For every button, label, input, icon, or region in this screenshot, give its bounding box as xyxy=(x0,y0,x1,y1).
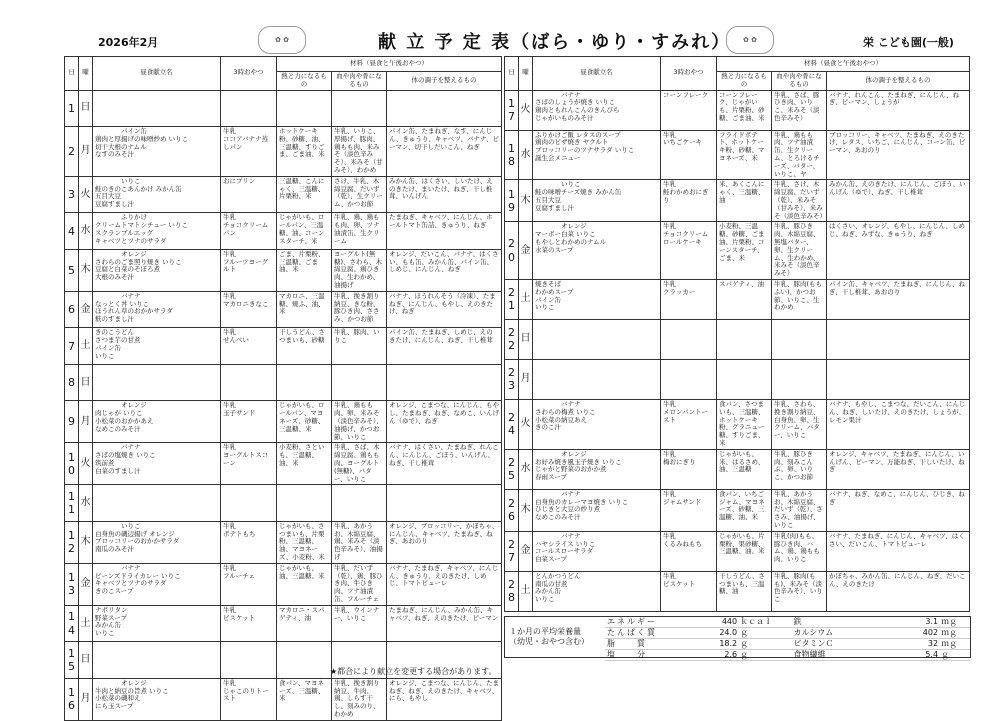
nutrition-row xyxy=(605,650,970,661)
ingredients-body: 牛乳、さば、豚ひき肉、いりこ、米みそ（淡色辛みそ） xyxy=(772,90,827,130)
ingredients-energy xyxy=(277,642,332,679)
menu-row xyxy=(65,176,502,213)
snack-menu: 牛乳 じゃこのりトースト xyxy=(221,678,277,720)
header xyxy=(48,26,968,56)
ingredients-energy: じゃがいも、さつまいも、片栗粉、三温糖、油、マヨネーズ、小麦粉、米 xyxy=(277,521,332,563)
ingredients-condition xyxy=(387,90,502,127)
nutrient-name: エネルギー xyxy=(607,617,657,626)
ingredients-energy: じゃがいも、片栗粉、果砂糖、三温糖、油、米 xyxy=(717,531,772,571)
lunch-menu: バナナ 白身魚のカレーマヨ焼き いりこ ひじきと大豆の炒り煮 なめこのみそ汁 xyxy=(533,489,661,531)
ingredients-body: 牛乳、ウインナー、いりこ xyxy=(332,605,387,642)
lunch-menu: バナナ さばの塩焼き いりこ 筑前煮 白菜のすまし汁 xyxy=(93,443,221,485)
col-header-ingredients: 材料（昼食と午後おやつ） xyxy=(277,57,502,72)
snack-menu: 牛乳 玉子サンド xyxy=(221,401,277,443)
snack-menu: おにプリン xyxy=(221,176,277,213)
lunch-menu: きのこうどん さつま芋の甘煮 パイン缶 いりこ xyxy=(93,328,221,365)
menu-row xyxy=(505,571,970,611)
col-header-lunch: 昼食献立名 xyxy=(93,57,221,91)
nutrient-unit: ｇ xyxy=(740,628,749,637)
menu-row xyxy=(65,90,502,127)
day-number: 20 xyxy=(505,222,519,280)
ingredients-body: 牛乳、さば、木綿豆腐、鶏もも肉、ヨーグルト(無糖)、バター、いりこ xyxy=(332,443,387,485)
menu-row xyxy=(505,279,970,319)
lunch-menu xyxy=(533,319,661,359)
snack-menu: 牛乳 鮭わかめおにぎり xyxy=(661,180,717,222)
day-of-week: 日 xyxy=(79,90,93,127)
ingredients-condition: オレンジ、だいこん、バナナ、はくさい、もも缶、みかん缶、パイン缶、しめじ、にんじん、ねぎ xyxy=(387,249,502,291)
col-header-day: 日 xyxy=(505,57,519,91)
col-header-green: 体の調子を整えるもの xyxy=(827,72,970,91)
col-header-snack: 3時おやつ xyxy=(661,57,717,91)
menu-row xyxy=(505,319,970,359)
change-note: ★都合により献立を変更する場合があります。 xyxy=(330,667,497,676)
nutrition-caption: １か月の平均栄養量 （幼児・おやつ含む） xyxy=(509,627,589,647)
day-of-week: 日 xyxy=(79,364,93,401)
nutrition-summary xyxy=(504,616,971,658)
col-header-snack: 3時おやつ xyxy=(221,57,277,91)
day-number: 4 xyxy=(65,213,79,250)
menu-row xyxy=(65,249,502,291)
day-number: 19 xyxy=(505,180,519,222)
snack-menu: 牛乳 ビスケット xyxy=(661,571,717,611)
snack-menu xyxy=(221,364,277,401)
ingredients-body xyxy=(332,364,387,401)
ingredients-energy xyxy=(277,90,332,127)
nutrient-name: 鉄 xyxy=(793,617,802,626)
snack-menu: 牛乳 ポテトもち xyxy=(221,521,277,563)
ingredients-condition xyxy=(387,485,502,522)
ingredients-energy: ごま、片栗粉、三温糖、ごま油、米 xyxy=(277,249,332,291)
nutrient-unit: ｇ xyxy=(941,650,950,659)
day-of-week: 日 xyxy=(519,319,533,359)
ingredients-body: 牛乳、あかうお、木綿豆腐、だいず（乾）、ささみ、油揚げ、いりこ xyxy=(772,489,827,531)
lunch-menu: バナナ さわらの梅煮 いりこ 小松菜の納豆あえ きのこ汁 xyxy=(533,399,661,449)
ingredients-condition: オレンジ、キャベツ、たまねぎ、にんじん、いんげん、ピーマン、万能ねぎ、干しいたけ、ねぎ xyxy=(827,449,970,489)
ingredients-condition: かぼちゃ、みかん缶、にんじん、ねぎ、だいこん、えのきたけ xyxy=(827,571,970,611)
col-header-dow: 曜 xyxy=(79,57,93,91)
snack-menu: コーンフレーク xyxy=(661,90,717,130)
ingredients-energy: じゃがいも、米、はるさめ、油、三温糖 xyxy=(717,449,772,489)
nutrition-row xyxy=(605,628,970,639)
ingredients-energy: 食パン、いちごジャム、マヨネーズ、砂糖、三温糖、油、米 xyxy=(717,489,772,531)
ingredients-energy: 食パン、マヨネーズ、三温糖、米 xyxy=(277,678,332,720)
day-number: 12 xyxy=(65,521,79,563)
lunch-menu xyxy=(533,359,661,399)
ingredients-condition: バナナ、たまねぎ、キャベツ、にんじん、きゅうり、えのきたけ、しめじ、トマトピューレ xyxy=(387,563,502,605)
col-header-dow: 曜 xyxy=(519,57,533,91)
ingredients-energy: スパゲティ、油 xyxy=(717,279,772,319)
nutrient-unit: ｇ xyxy=(740,639,749,648)
school-name: 栄 こども園(一般) xyxy=(863,36,954,49)
ingredients-energy: コーンフレーク、じゃがいも、片栗粉、砂糖、ごま油、米 xyxy=(717,90,772,130)
snack-menu: 牛乳 ヨーグルトスコーン xyxy=(221,443,277,485)
lunch-menu: バナナ ビーンズドライカレー いりこ キャベツとツナのサラダ きのこスープ xyxy=(93,563,221,605)
menu-row xyxy=(65,605,502,642)
ingredients-body: 牛乳、豚肉、いりこ xyxy=(332,328,387,365)
snack-menu: 牛乳 ビスケット xyxy=(221,605,277,642)
snack-menu xyxy=(661,319,717,359)
col-header-yellow: 血や肉や骨になるもの xyxy=(332,72,387,91)
day-number: 10 xyxy=(65,443,79,485)
snack-menu: 牛乳 くるみねもち xyxy=(661,531,717,571)
ingredients-condition xyxy=(387,364,502,401)
day-of-week: 水 xyxy=(519,130,533,180)
day-number: 1 xyxy=(65,90,79,127)
snack-menu: 牛乳 マカロニきなこ xyxy=(221,291,277,328)
day-of-week: 木 xyxy=(79,249,93,291)
day-of-week: 金 xyxy=(79,563,93,605)
nutrient-name: 脂 質 xyxy=(607,639,647,648)
menu-row xyxy=(65,485,502,522)
day-number: 6 xyxy=(65,291,79,328)
snack-menu: 牛乳 梅おにぎり xyxy=(661,449,717,489)
day-number: 15 xyxy=(65,642,79,679)
nutrient-value: 5.4 xyxy=(925,650,939,659)
day-of-week: 木 xyxy=(519,180,533,222)
menu-table-left xyxy=(64,56,502,721)
day-of-week: 金 xyxy=(79,291,93,328)
day-number: 25 xyxy=(505,449,519,489)
day-of-week: 水 xyxy=(79,213,93,250)
menu-row xyxy=(65,127,502,177)
nutrient-unit: ｇ xyxy=(740,650,749,659)
ingredients-condition: バナナ、たまねぎ、にんじん、キャベツ、はくさい、だいこん、トマトピューレ xyxy=(827,531,970,571)
nutrient-unit: ｍｇ xyxy=(941,617,958,626)
snack-menu xyxy=(661,359,717,399)
lunch-menu: とんかつうどん 南瓜の甘煮 みかん缶 いりこ xyxy=(533,571,661,611)
ingredients-energy: ホットケーキ粉、砂糖、油、三温糖、すりごま、ごま油、米 xyxy=(277,127,332,177)
day-of-week: 木 xyxy=(79,521,93,563)
day-number: 24 xyxy=(505,399,519,449)
day-of-week: 火 xyxy=(79,443,93,485)
lunch-menu: ナポリタン 野菜スープ みかん缶 いりこ xyxy=(93,605,221,642)
day-number: 23 xyxy=(505,359,519,399)
day-of-week: 火 xyxy=(519,399,533,449)
ingredients-energy: じゃがいも、油、三温糖、米 xyxy=(277,563,332,605)
ingredients-body xyxy=(772,319,827,359)
lunch-menu: いりこ 鮭の味噌チーズ焼き みかん缶 五目大豆 豆腐すまし汁 xyxy=(533,180,661,222)
snack-menu: 牛乳 チョコクリームパン xyxy=(221,213,277,250)
col-header-red: 熱と力になるもの xyxy=(277,72,332,91)
ingredients-condition: バナナ、ねぎ、なめこ、にんじん、ひじき、ねぎ xyxy=(827,489,970,531)
col-header-yellow: 血や肉や骨になるもの xyxy=(772,72,827,91)
day-of-week: 木 xyxy=(519,489,533,531)
ingredients-energy: 干しうどん、さつまいも、三温糖、油 xyxy=(717,571,772,611)
menu-table-right xyxy=(504,56,970,612)
nutrient-name: 塩 分 xyxy=(607,650,647,659)
ingredients-body: 牛乳、豚肉(もも)、米みそ（淡色辛みそ）、いりこ xyxy=(772,571,827,611)
menu-row xyxy=(505,222,970,280)
nutrient-name: カルシウム xyxy=(793,628,834,637)
ingredients-body: 牛乳、挽き割り納豆、きな粉、豚ひき肉、ささみ、かつお節 xyxy=(332,291,387,328)
lunch-menu xyxy=(93,90,221,127)
menu-row xyxy=(65,563,502,605)
ingredients-energy: 小麦粉、さといも、三温糖、油、米 xyxy=(277,443,332,485)
ingredients-body: 牛乳、豚肉(ももふい)、かつお節、いりこ、生わかめ xyxy=(772,279,827,319)
day-of-week: 月 xyxy=(519,359,533,399)
day-number: 28 xyxy=(505,571,519,611)
ingredients-condition xyxy=(827,359,970,399)
ingredients-energy: 食パン、さつまいも、三温糖、ホットケーキ粉、グラニュー糖、すりごま、米 xyxy=(717,399,772,449)
menu-row xyxy=(505,180,970,222)
snack-menu: 牛乳 ココアバナナ蒸しパン xyxy=(221,127,277,177)
ingredients-body: 牛乳、だいず（乾）、鶏、豚ひき肉、牛ひき肉、ツナ油漬缶、フルーチェ xyxy=(332,563,387,605)
lunch-menu: オレンジ お好み焼き風玉子焼き いりこ じゃがと野菜のおかか煮 春雨スープ xyxy=(533,449,661,489)
day-number: 22 xyxy=(505,319,519,359)
lunch-menu: オレンジ さわらのごま照り焼き いりこ 豆腐と白菜のそぼろ煮 大根のみそ汁 xyxy=(93,249,221,291)
day-of-week: 土 xyxy=(519,279,533,319)
ingredients-body: 牛乳、鶏もも肉、ツナ油漬缶、生クリーム、とろけるチーズ、バター、いりこ、ヤ xyxy=(772,130,827,180)
snack-menu: 牛乳 メロンパントースト xyxy=(661,399,717,449)
day-of-week: 金 xyxy=(519,531,533,571)
nutrient-name: ビタミンＣ xyxy=(793,639,834,648)
ingredients-energy: じゃがいも、ロールパン、三温糖、油、コーンスターチ、米 xyxy=(277,213,332,250)
ingredients-condition: バナナ、ほうれんそう（冷凍）、たまねぎ、にんじん、もやし、えのきたけ、ねぎ xyxy=(387,291,502,328)
ingredients-condition: はくさい、オレンジ、もやし、にんじん、しめじ、ねぎ、みずな、きゅうり、ねぎ xyxy=(827,222,970,280)
ingredients-energy xyxy=(717,359,772,399)
snack-menu: 牛乳 フルーチェ xyxy=(221,563,277,605)
menu-row xyxy=(505,449,970,489)
menu-row xyxy=(505,90,970,130)
day-number: 13 xyxy=(65,563,79,605)
snack-menu xyxy=(221,90,277,127)
lunch-menu: いりこ 白身魚の磯辺揚げ オレンジ ブロッコリーのおかかサラダ 南瓜のみそ汁 xyxy=(93,521,221,563)
lunch-menu: バナナ さばのしょうが焼き いりこ 鶏肉ともれんこんのきんぴら じゃがいものみそ汁 xyxy=(533,90,661,130)
day-of-week: 日 xyxy=(79,642,93,679)
menu-row xyxy=(65,401,502,443)
ingredients-condition: ブロッコリー、キャベツ、たまねぎ、えのきたけ、レタス、いちご、にんじん、コーン缶、ピーマン、あおのり xyxy=(827,130,970,180)
lunch-menu: バナナ なっとく丼 いりこ ほうれん草のおかかサラダ 麩のすまし汁 xyxy=(93,291,221,328)
day-number: 26 xyxy=(505,489,519,531)
lunch-menu xyxy=(93,642,221,679)
menu-row xyxy=(65,291,502,328)
snack-menu: 牛乳 フルーツヨーグルト xyxy=(221,249,277,291)
nutrient-value: 18.2 xyxy=(719,639,738,648)
col-header-red: 熱と力になるもの xyxy=(717,72,772,91)
snack-menu: 牛乳 クラッカー xyxy=(661,279,717,319)
ingredients-condition: たまねぎ、にんじん、みかん缶、キャベツ、ねぎ、えのきたけ、ピーマン xyxy=(387,605,502,642)
lunch-menu: パイン缶 鶏肉と厚揚げの味噌炒め いりこ 切干大根のナムル なすのみそ汁 xyxy=(93,127,221,177)
day-of-week: 金 xyxy=(519,222,533,280)
day-of-week: 月 xyxy=(79,401,93,443)
day-number: 7 xyxy=(65,328,79,365)
ingredients-condition: みかん缶、えのきたけ、にんじん、ごぼう、いんげん（ゆで）、ねぎ、干し椎茸 xyxy=(827,180,970,222)
lunch-menu: 焼きそば わかめスープ パイン缶 いりこ xyxy=(533,279,661,319)
page-title: 献 立 予 定 表（ばら・ゆり・すみれ） xyxy=(378,32,732,53)
nutrient-value: 24.0 xyxy=(719,628,738,637)
ingredients-body: 牛乳、さわら、挽き割り納豆、白身魚、卵、生クリーム、バター、いりこ xyxy=(772,399,827,449)
month-label: 2026年2月 xyxy=(98,36,159,49)
ingredients-energy: マカロニ・スパゲティ、油 xyxy=(277,605,332,642)
ingredients-condition: オレンジ、こまつな、にんじん、たまねぎ、ねぎ、えのきたけ、キャベツ、にら、もやし xyxy=(387,678,502,720)
menu-row xyxy=(65,213,502,250)
menu-row xyxy=(505,399,970,449)
nutrition-row xyxy=(605,617,970,628)
lunch-menu xyxy=(93,364,221,401)
ingredients-energy: 米、あくこんにゃく、三温糖、油 xyxy=(717,180,772,222)
day-of-week: 月 xyxy=(79,678,93,720)
ingredients-energy: じゃがいも、ロールパン、マヨネーズ、砂糖、三温糖、米 xyxy=(277,401,332,443)
ingredients-energy: フライドポテト、ホットケーキ粉、砂糖、マヨネーズ、米 xyxy=(717,130,772,180)
day-number: 2 xyxy=(65,127,79,177)
snack-menu: 牛乳 せんべい xyxy=(221,328,277,365)
day-of-week: 土 xyxy=(79,605,93,642)
ingredients-energy xyxy=(277,485,332,522)
ingredients-condition: パイン缶、キャベツ、たまねぎ、にんじん、ねぎ、干し椎茸、あおのり xyxy=(827,279,970,319)
ingredients-body xyxy=(332,90,387,127)
ingredients-energy: 干しうどん、さつまいも、砂糖 xyxy=(277,328,332,365)
snack-menu xyxy=(221,485,277,522)
menu-row xyxy=(505,130,970,180)
col-header-lunch: 昼食献立名 xyxy=(533,57,661,91)
ingredients-body: ヨーグルト(無糖)、さわら、木綿豆腐、鶏ひき肉、生わかめ、油揚げ xyxy=(332,249,387,291)
snack-menu: 牛乳 チョコクリームロールケーキ xyxy=(661,222,717,280)
menu-row xyxy=(65,364,502,401)
day-number: 17 xyxy=(505,90,519,130)
nutrition-row xyxy=(605,639,970,650)
day-number: 5 xyxy=(65,249,79,291)
menu-row xyxy=(505,359,970,399)
day-number: 11 xyxy=(65,485,79,522)
ingredients-body: 牛乳、いりこ、厚揚げ、豚肉、鶏もも肉、米みそ（淡色辛みそ）、米みそ（甘みそ）、わかめ xyxy=(332,127,387,177)
col-header-green: 体の調子を整えるもの xyxy=(387,72,502,91)
snack-menu xyxy=(221,642,277,679)
nutrient-value: 32 xyxy=(927,639,939,648)
day-number: 8 xyxy=(65,364,79,401)
ingredients-body: 牛乳、あかうお、木綿豆腐、鶏、米みそ（淡色辛みそ）、油揚げ xyxy=(332,521,387,563)
menu-row xyxy=(505,489,970,531)
nutrient-value: 402 xyxy=(922,628,939,637)
ingredients-condition: バナナ、れんこん、たまねぎ、にんじん、ねぎ、ピーマン、しょうが xyxy=(827,90,970,130)
ingredients-body: 牛乳、挽き割り納豆、牛肉、鶏、しらす干し、刻みのり、わかめ xyxy=(332,678,387,720)
day-of-week: 土 xyxy=(79,328,93,365)
snack-menu: 牛乳 いちごケーキ xyxy=(661,130,717,180)
ingredients-body: 牛乳、豚ひき肉、木綿豆腐、無塩バター、卵、生クリーム、生わかめ、米みそ（淡色辛みそ） xyxy=(772,222,827,280)
day-number: 18 xyxy=(505,130,519,180)
lunch-menu xyxy=(93,485,221,522)
nutrient-unit: ｍｇ xyxy=(941,639,958,648)
col-header-day: 日 xyxy=(65,57,79,91)
decorative-illustration-left: ✿ ✿ xyxy=(258,26,306,54)
lunch-menu: オレンジ マーボー白菜 いりこ もやしとわかめのナムル 水菜のスープ xyxy=(533,222,661,280)
ingredients-condition: たまねぎ、キャベツ、にんじん、ホールトマト缶詰、きゅうり、ねぎ xyxy=(387,213,502,250)
day-number: 21 xyxy=(505,279,519,319)
day-of-week: 土 xyxy=(519,571,533,611)
menu-row xyxy=(505,531,970,571)
ingredients-body: 牛乳(肉)もも、豚ひき肉、ハム、鶏、鶏もも肉、いりこ xyxy=(772,531,827,571)
ingredients-body: さけ、牛乳、木綿豆腐、だいず（乾）、生クリーム、かつお節 xyxy=(332,176,387,213)
ingredients-condition: オレンジ、ブロッコリー、かぼちゃ、にんじん、キャベツ、たまねぎ、ねぎ、あおのり xyxy=(387,521,502,563)
day-of-week: 月 xyxy=(79,127,93,177)
ingredients-condition: パイン缶、たまねぎ、しめじ、えのきたけ、にんじん、ねぎ、干し椎茸 xyxy=(387,328,502,365)
lunch-menu: ふりかけ クリームトマトシチュー いりこ スクランブルエッグ キャベツとツナのサラダ xyxy=(93,213,221,250)
nutrient-value: 2.6 xyxy=(724,650,738,659)
nutrient-value: 3.1 xyxy=(925,617,939,626)
day-number: 14 xyxy=(65,605,79,642)
ingredients-energy: 三温糖、こんにゃく、三温糖、片栗粉、米 xyxy=(277,176,332,213)
day-number: 16 xyxy=(65,678,79,720)
day-of-week: 火 xyxy=(79,176,93,213)
ingredients-condition: オレンジ、こまつな、にんじん、もやし、たまねぎ、ねぎ、なめこ、いんげん（ゆで）、ねぎ xyxy=(387,401,502,443)
ingredients-body: 牛乳、鶏、鶏もも肉、卵、ツナ油漬缶、生クリーム xyxy=(332,213,387,250)
day-number: 9 xyxy=(65,401,79,443)
ingredients-energy xyxy=(277,364,332,401)
lunch-menu: ふりかけご飯 レタスのスープ 鶏肉のピザ焼き ヤクルト ブロッコリーのツナサラダ いりこ 誕生会メニュー xyxy=(533,130,661,180)
ingredients-condition: みかん缶、はくさい、しいたけ、えのきたけ、まいたけ、ねぎ、干し椎茸、いんげん xyxy=(387,176,502,213)
day-of-week: 水 xyxy=(79,485,93,522)
col-header-ingredients: 材料（昼食と午後おやつ） xyxy=(717,57,970,72)
nutrient-value: 440 xyxy=(721,617,738,626)
ingredients-condition: バナナ、もやし、こまつな、だいこん、にんじん、ねぎ、しいたけ、えのきたけ、しょうが、レモン果汁 xyxy=(827,399,970,449)
ingredients-energy: マカロニ、三温糖、焼ふ、油、米 xyxy=(277,291,332,328)
day-of-week: 火 xyxy=(519,90,533,130)
nutrient-unit: ｋｃａｌ xyxy=(740,617,773,626)
ingredients-body: 牛乳、豚ひき肉、刻みこんぶ、卵、いりこ、かつお節 xyxy=(772,449,827,489)
menu-row xyxy=(65,678,502,720)
day-number: 27 xyxy=(505,531,519,571)
lunch-menu: バナナ ハヤシライス いりこ コールスローサラダ 白菜スープ xyxy=(533,531,661,571)
lunch-menu: いりこ 鮭のきのこあんかけ みかん缶 五目大豆 豆腐すまし汁 xyxy=(93,176,221,213)
ingredients-body: 牛乳、さけ、木綿豆腐、だいず（乾）、米みそ（甘みそ）、米みそ（淡色辛みそ） xyxy=(772,180,827,222)
ingredients-energy xyxy=(717,319,772,359)
lunch-menu: オレンジ 肉じゃが いりこ 小松菜のおかかあえ なめこのみそ汁 xyxy=(93,401,221,443)
day-of-week: 水 xyxy=(519,449,533,489)
ingredients-body xyxy=(332,485,387,522)
snack-menu: 牛乳 ジャムサンド xyxy=(661,489,717,531)
menu-row xyxy=(65,521,502,563)
menu-row xyxy=(65,328,502,365)
lunch-menu: オレンジ 牛肉と納豆の旨煮 いりこ 小松菜の磯和え にら玉スープ xyxy=(93,678,221,720)
ingredients-body: 牛乳、鶏もも肉、卵、米みそ（淡色辛みそ）、油揚げ、かつお節、いりこ xyxy=(332,401,387,443)
nutrient-unit: ｍｇ xyxy=(941,628,958,637)
nutrient-name: たんぱく質 xyxy=(607,628,657,637)
ingredients-condition: バナナ、はくさい、たまねぎ、れんこん、にんじん、ごぼう、いんげん、ねぎ、干し椎茸 xyxy=(387,443,502,485)
ingredients-energy: 小麦粉、三温糖、砂糖、ごま油、片栗粉、コーンスターチ、ごま、米 xyxy=(717,222,772,280)
decorative-illustration-right: ✿ ✿ xyxy=(726,26,774,54)
menu-row xyxy=(65,443,502,485)
day-number: 3 xyxy=(65,176,79,213)
ingredients-condition xyxy=(827,319,970,359)
ingredients-condition: パイン缶、たまねぎ、なす、にんじん、きゅうり、キャベツ、バナナ、ピーマン、切干しだいこん、ねぎ xyxy=(387,127,502,177)
nutrient-name: 食物繊維 xyxy=(793,650,826,659)
ingredients-body xyxy=(772,359,827,399)
